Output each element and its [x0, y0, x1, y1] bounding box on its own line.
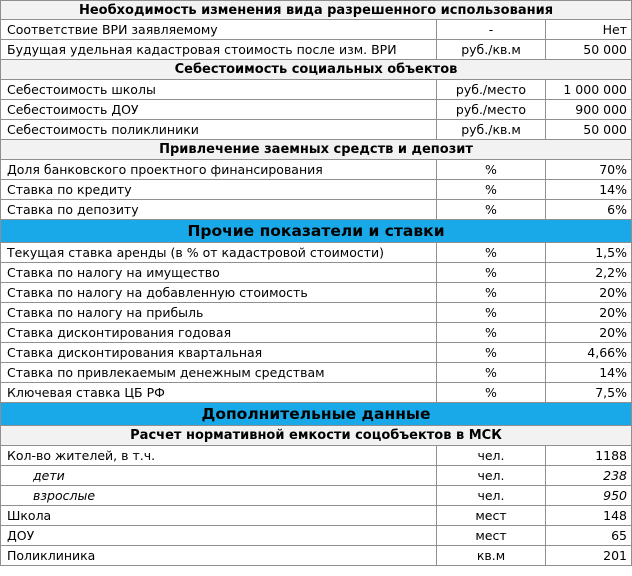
row-unit-cell[interactable]: кв.м: [436, 546, 545, 565]
row-unit-cell[interactable]: %: [436, 160, 545, 179]
table-row: [0, 303, 632, 323]
row-label-cell[interactable]: Школа: [0, 506, 436, 525]
row-label-cell[interactable]: Себестоимость поликлиники: [0, 120, 436, 139]
section-title[interactable]: Дополнительные данные: [0, 403, 632, 425]
row-value-cell[interactable]: 6%: [545, 200, 632, 219]
table-row: [0, 200, 632, 220]
row-unit-cell[interactable]: мест: [436, 506, 545, 525]
row-value-cell[interactable]: 14%: [545, 180, 632, 199]
row-value-cell[interactable]: 950: [545, 486, 632, 505]
row-label-cell[interactable]: Ставка по налогу на добавленную стоимость: [0, 283, 436, 302]
row-value-cell[interactable]: 65: [545, 526, 632, 545]
table-row: [0, 506, 632, 526]
table-row: [0, 526, 632, 546]
row-label-cell[interactable]: Ставка по налогу на прибыль: [0, 303, 436, 322]
table-row: [0, 20, 632, 40]
table-row: [0, 486, 632, 506]
row-value-cell[interactable]: Нет: [545, 20, 632, 39]
table-row: [0, 343, 632, 363]
row-label-cell[interactable]: ДОУ: [0, 526, 436, 545]
row-value-cell[interactable]: 238: [545, 466, 632, 485]
row-label-cell[interactable]: Доля банковского проектного финансирования: [0, 160, 436, 179]
row-label-cell[interactable]: Ключевая ставка ЦБ РФ: [0, 383, 436, 402]
row-unit-cell[interactable]: %: [436, 383, 545, 402]
table-row: [0, 446, 632, 466]
table-row: [0, 160, 632, 180]
table-row: [0, 40, 632, 60]
row-value-cell[interactable]: 900 000: [545, 100, 632, 119]
row-value-cell[interactable]: 70%: [545, 160, 632, 179]
section-header: [0, 403, 632, 426]
row-label-cell[interactable]: Ставка по налогу на имущество: [0, 263, 436, 282]
section-header: [0, 60, 632, 80]
section-title[interactable]: Расчет нормативной емкости соцобъектов в МСК: [0, 426, 632, 445]
row-value-cell[interactable]: 50 000: [545, 120, 632, 139]
section-header: [0, 0, 632, 20]
table-row: [0, 243, 632, 263]
row-label-cell[interactable]: Соответствие ВРИ заявляемому: [0, 20, 436, 39]
table-row: [0, 283, 632, 303]
row-unit-cell[interactable]: руб./место: [436, 80, 545, 99]
row-value-cell[interactable]: 7,5%: [545, 383, 632, 402]
section-title[interactable]: Привлечение заемных средств и депозит: [0, 140, 632, 159]
row-unit-cell[interactable]: %: [436, 263, 545, 282]
row-label-cell[interactable]: Себестоимость школы: [0, 80, 436, 99]
row-value-cell[interactable]: 1,5%: [545, 243, 632, 262]
table-row: [0, 100, 632, 120]
table-row: [0, 120, 632, 140]
row-unit-cell[interactable]: %: [436, 243, 545, 262]
row-label-cell[interactable]: Ставка дисконтирования годовая: [0, 323, 436, 342]
row-value-cell[interactable]: 14%: [545, 363, 632, 382]
row-label-cell[interactable]: Кол-во жителей, в т.ч.: [0, 446, 436, 465]
row-unit-cell[interactable]: руб./кв.м: [436, 40, 545, 59]
row-label-cell[interactable]: Себестоимость ДОУ: [0, 100, 436, 119]
section-title[interactable]: Прочие показатели и ставки: [0, 220, 632, 242]
row-label-cell[interactable]: Текущая ставка аренды (в % от кадастровой стоимости): [0, 243, 436, 262]
row-unit-cell[interactable]: чел.: [436, 486, 545, 505]
row-unit-cell[interactable]: %: [436, 283, 545, 302]
row-label-cell[interactable]: взрослые: [0, 486, 436, 505]
row-value-cell[interactable]: 20%: [545, 303, 632, 322]
row-value-cell[interactable]: 50 000: [545, 40, 632, 59]
row-unit-cell[interactable]: чел.: [436, 446, 545, 465]
row-unit-cell[interactable]: чел.: [436, 466, 545, 485]
row-unit-cell[interactable]: %: [436, 343, 545, 362]
row-label-cell[interactable]: дети: [0, 466, 436, 485]
row-unit-cell[interactable]: руб./кв.м: [436, 120, 545, 139]
section-title[interactable]: Себестоимость социальных объектов: [0, 60, 632, 79]
row-unit-cell[interactable]: -: [436, 20, 545, 39]
row-label-cell[interactable]: Поликлиника: [0, 546, 436, 565]
table-row: [0, 263, 632, 283]
section-header: [0, 426, 632, 446]
row-value-cell[interactable]: 1 000 000: [545, 80, 632, 99]
table-row: [0, 363, 632, 383]
section-header: [0, 220, 632, 243]
row-unit-cell[interactable]: мест: [436, 526, 545, 545]
row-label-cell[interactable]: Ставка дисконтирования квартальная: [0, 343, 436, 362]
section-title[interactable]: Необходимость изменения вида разрешенного использования: [0, 1, 632, 19]
row-label-cell[interactable]: Ставка по депозиту: [0, 200, 436, 219]
section-header: [0, 140, 632, 160]
row-label-cell[interactable]: Ставка по кредиту: [0, 180, 436, 199]
row-label-cell[interactable]: Ставка по привлекаемым денежным средствам: [0, 363, 436, 382]
row-value-cell[interactable]: 4,66%: [545, 343, 632, 362]
table-row: [0, 383, 632, 403]
row-label-cell[interactable]: Будущая удельная кадастровая стоимость после изм. ВРИ: [0, 40, 436, 59]
row-unit-cell[interactable]: %: [436, 303, 545, 322]
row-value-cell[interactable]: 148: [545, 506, 632, 525]
row-value-cell[interactable]: 2,2%: [545, 263, 632, 282]
row-value-cell[interactable]: 20%: [545, 323, 632, 342]
row-value-cell[interactable]: 20%: [545, 283, 632, 302]
table-row: [0, 466, 632, 486]
table-row: [0, 546, 632, 566]
row-value-cell[interactable]: 1188: [545, 446, 632, 465]
row-unit-cell[interactable]: руб./место: [436, 100, 545, 119]
row-unit-cell[interactable]: %: [436, 180, 545, 199]
table-row: [0, 80, 632, 100]
row-unit-cell[interactable]: %: [436, 200, 545, 219]
row-unit-cell[interactable]: %: [436, 363, 545, 382]
row-unit-cell[interactable]: %: [436, 323, 545, 342]
table-row: [0, 323, 632, 343]
table-row: [0, 180, 632, 200]
row-value-cell[interactable]: 201: [545, 546, 632, 565]
